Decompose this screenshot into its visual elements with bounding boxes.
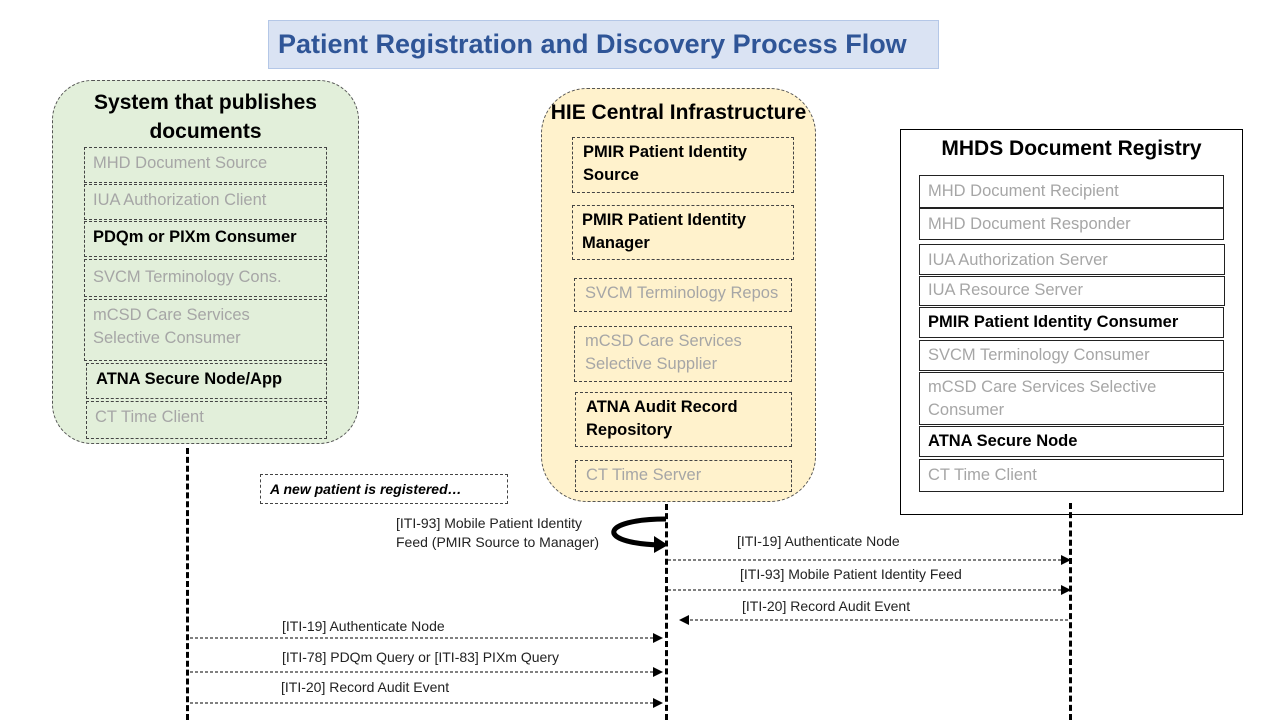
iti78-query-label: [ITI-78] PDQm Query or [ITI-83] PIXm Query [282,649,559,665]
diagram-title: Patient Registration and Discovery Process Flow [268,20,939,69]
mhd-document-recipient-actor[interactable]: MHD Document Recipient [919,175,1224,208]
iua-resource-server-actor[interactable]: IUA Resource Server [919,276,1225,306]
mcsd-selective-consumer-actor[interactable]: mCSD Care Services Selective Consumer [919,372,1224,425]
mhd-document-responder-actor[interactable]: MHD Document Responder [919,208,1224,240]
iti20-publisher-audit-label: [ITI-20] Record Audit Event [281,679,450,695]
ct-time-client-actor[interactable]: CT Time Client [919,459,1224,492]
svcm-terminology-repository-actor[interactable]: SVCM Terminology Repos [574,278,792,312]
iti93-feed-label: [ITI-93] Mobile Patient Identity Feed [740,566,962,582]
mcsd-selective-consumer-actor[interactable]: mCSD Care Services Selective Consumer [84,299,327,361]
mcsd-selective-supplier-actor[interactable]: mCSD Care Services Selective Supplier [574,326,792,382]
pmir-patient-identity-manager-actor[interactable]: PMIR Patient Identity Manager [572,205,794,260]
new-patient-note: A new patient is registered… [260,474,508,504]
pmir-patient-identity-source-actor[interactable]: PMIR Patient Identity Source [572,137,794,193]
hie-central-infrastructure-title: HIE Central Infrastructure [550,101,807,124]
iti20-registry-audit-label: [ITI-20] Record Audit Event [742,598,911,614]
iti19-publisher-label: [ITI-19] Authenticate Node [282,618,445,634]
pdqm-pixm-consumer-actor[interactable]: PDQm or PIXm Consumer [84,221,327,257]
mhds-document-registry-title: MHDS Document Registry [941,137,1202,160]
atna-secure-node-actor[interactable]: ATNA Secure Node/App [86,363,327,399]
atna-secure-node-actor[interactable]: ATNA Secure Node [919,426,1224,457]
iua-authorization-client-actor[interactable]: IUA Authorization Client [84,184,327,220]
self-feed-loop-arrowhead [654,536,668,553]
ct-time-server-actor[interactable]: CT Time Server [575,460,792,492]
iti93-self-feed-label: [ITI-93] Mobile Patient Identity Feed (PMIR Source to Manager) [396,515,600,550]
publishing-system-title: System that publishes documents [94,91,317,143]
iua-authorization-server-actor[interactable]: IUA Authorization Server [919,244,1225,275]
ct-time-client-actor[interactable]: CT Time Client [86,401,327,439]
svcm-terminology-consumer-actor[interactable]: SVCM Terminology Consumer [919,340,1224,371]
iti19-hie-label: [ITI-19] Authenticate Node [737,533,900,549]
pmir-patient-identity-consumer-actor[interactable]: PMIR Patient Identity Consumer [919,307,1224,338]
mhd-document-source-actor[interactable]: MHD Document Source [84,147,327,183]
atna-audit-record-repository-actor[interactable]: ATNA Audit Record Repository [575,392,792,447]
svcm-terminology-consumer-actor[interactable]: SVCM Terminology Cons. [84,259,327,297]
